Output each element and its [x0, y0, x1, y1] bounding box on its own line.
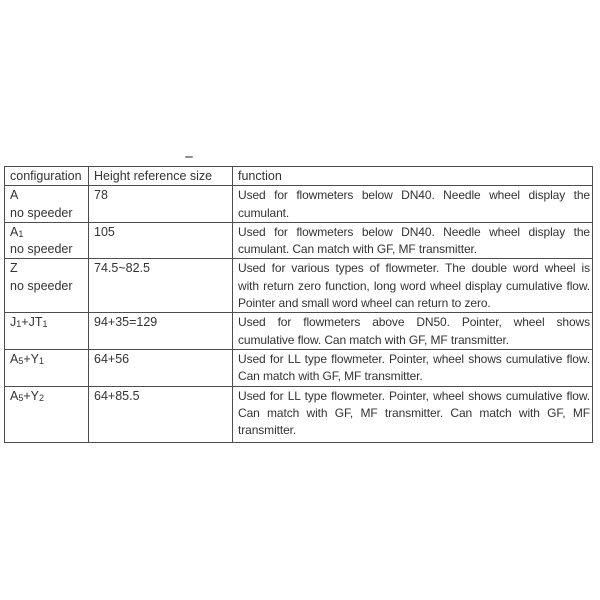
configuration-cell: Z no speeder	[5, 259, 89, 313]
function-cell	[233, 350, 593, 387]
table-header-row	[5, 167, 593, 186]
height-reference-size-cell: 74.5~82.5	[89, 259, 233, 313]
function-text-line: Used for LL type flowmeter. Pointer, wheel shows cumulative flow.	[238, 352, 590, 367]
configuration-cell: A no speeder	[5, 186, 89, 223]
height-reference-size-cell: 64+56	[89, 350, 233, 387]
table-continuation-line	[88, 434, 89, 439]
function-text-line: Used for flowmeters above DN50. Pointer, wheel shows	[238, 315, 590, 330]
table-body	[5, 186, 593, 442]
column-header-height-reference-size: Height reference size	[89, 167, 233, 186]
function-cell	[233, 386, 593, 442]
table-row	[5, 259, 593, 313]
table-continuation-line	[232, 434, 233, 439]
function-text-line: Can match with GF, MF transmitter.	[238, 369, 423, 384]
table-row	[5, 186, 593, 223]
height-reference-size-cell: 64+85.5	[89, 386, 233, 442]
function-text-line: Can match with GF, MF transmitter. Can match with GF, MF	[238, 405, 590, 420]
column-header-function: function	[233, 167, 593, 186]
configuration-cell: $A_1$ no speeder	[5, 222, 89, 259]
height-reference-size-cell: 105	[89, 222, 233, 259]
configuration-cell: $A_5+Y_2$	[5, 386, 89, 442]
table-row	[5, 313, 593, 350]
height-reference-size-cell: 78	[89, 186, 233, 223]
configuration-cell: $A_5+Y_1$	[5, 350, 89, 387]
function-text-line: cumulant. Can match with GF, MF transmitter.	[238, 242, 478, 257]
function-text-line: cumulant.	[238, 205, 290, 220]
function-text-line: Used for LL type flowmeter. Pointer, wheel shows cumulative flow.	[238, 388, 590, 403]
function-cell	[233, 222, 593, 259]
function-text-line: with return zero function, long word wheel display cumulative flow.	[238, 278, 590, 293]
function-text-line: cumulative flow. Can match with GF, MF transmitter.	[238, 332, 509, 347]
table-row	[5, 222, 593, 259]
configuration-cell: $J_1+JT_1$	[5, 313, 89, 350]
table-row	[5, 350, 593, 387]
function-cell	[233, 186, 593, 223]
table-row	[5, 386, 593, 442]
function-cell	[233, 259, 593, 313]
function-text-line: transmitter.	[238, 423, 297, 438]
function-cell	[233, 313, 593, 350]
flowmeter-configuration-table	[4, 166, 593, 443]
stray-scan-mark	[185, 156, 193, 158]
height-reference-size-cell: 94+35=129	[89, 313, 233, 350]
function-text-line: Pointer and small word wheel can return to zero.	[238, 296, 491, 311]
column-header-configuration: configuration	[5, 167, 89, 186]
function-text-line: Used for flowmeters below DN40. Needle wheel display the	[238, 224, 590, 239]
function-text-line: Used for various types of flowmeter. The double word wheel is	[238, 261, 590, 276]
table-continuation-line	[4, 434, 5, 439]
function-text-line: Used for flowmeters below DN40. Needle wheel display the	[238, 188, 590, 203]
